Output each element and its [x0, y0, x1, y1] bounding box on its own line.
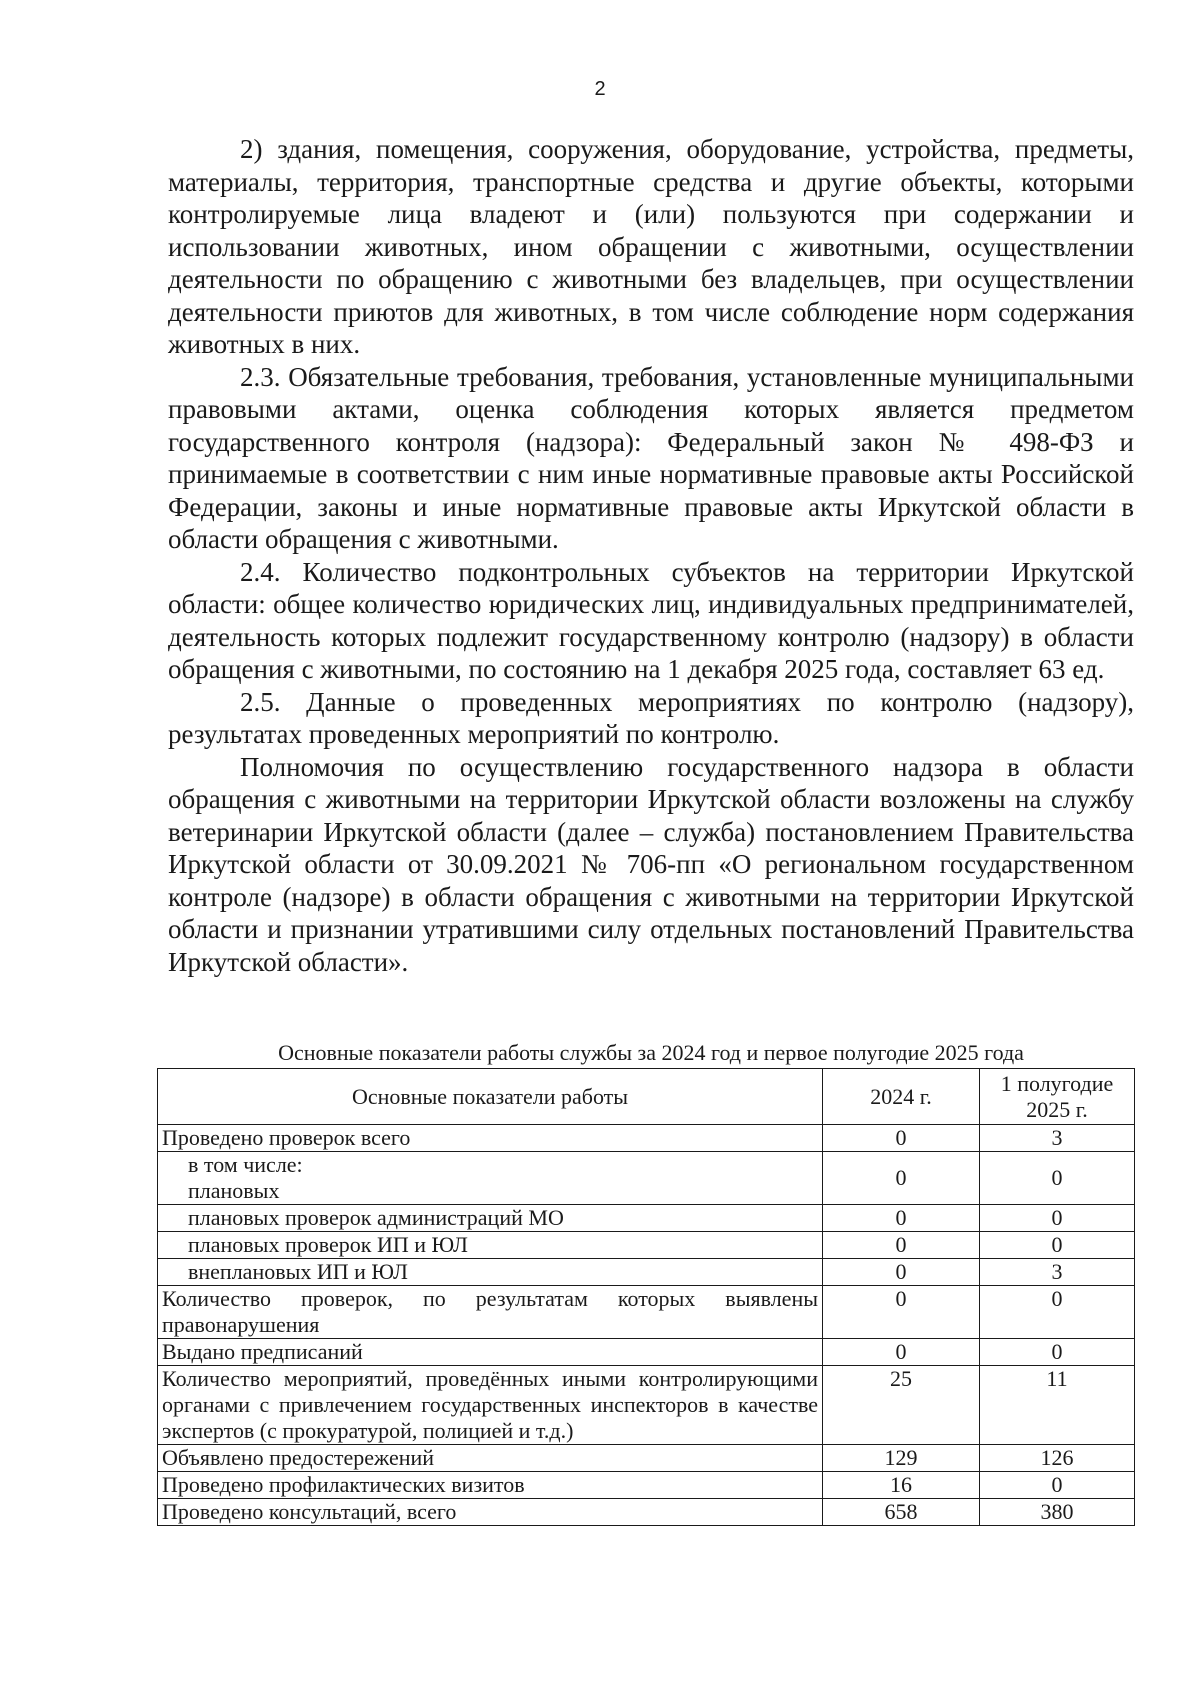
row-value-2024: 0 — [823, 1259, 980, 1286]
row-value-2025: 3 — [980, 1259, 1135, 1286]
table-row — [158, 1472, 1135, 1499]
table-row — [158, 1366, 1135, 1445]
header-2025-h1: 1 полугодие 2025 г. — [980, 1069, 1135, 1125]
table-row — [158, 1339, 1135, 1366]
row-value-2024: 25 — [823, 1366, 980, 1445]
row-value-2025: 0 — [980, 1472, 1135, 1499]
row-label-line: в том числе: — [188, 1152, 303, 1177]
row-value-2025: 3 — [980, 1125, 1135, 1152]
paragraph-2-5: 2.5. Данные о проведенных мероприятиях по контролю (надзору), результатах проведенных мероприятий по контролю. — [168, 686, 1134, 749]
row-label: Количество мероприятий, проведённых иными контролирующими органами с привлечением государственных инспекторов в качестве экспертов (с прокуратурой, полицией и т.д.) — [158, 1366, 823, 1445]
table-header-row — [158, 1069, 1135, 1125]
document-body — [168, 133, 1134, 978]
header-2024: 2024 г. — [823, 1069, 980, 1125]
row-value-2025: 11 — [980, 1366, 1135, 1445]
row-value-2024: 0 — [823, 1205, 980, 1232]
header-indicators: Основные показатели работы — [158, 1069, 823, 1125]
row-label: Проведено профилактических визитов — [158, 1472, 823, 1499]
row-value-2025: 0 — [980, 1152, 1135, 1205]
row-value-2025: 0 — [980, 1339, 1135, 1366]
row-label: внеплановых ИП и ЮЛ — [158, 1259, 823, 1286]
paragraph-2-3: 2.3. Обязательные требования, требования, установленные муниципальными правовыми актами, оценка соблюдения которых является предметом государственного контроля (надзора): Федеральный закон № 498-ФЗ и принимаемые в соответствии с ним иные нормативные правовые акты Российской Федерации, законы и иные нормативные правовые акты Иркутской области в области обращения с животными. — [168, 361, 1134, 554]
row-value-2024: 0 — [823, 1286, 980, 1339]
row-label: плановых проверок ИП и ЮЛ — [158, 1232, 823, 1259]
row-label — [158, 1152, 823, 1205]
row-value-2024: 16 — [823, 1472, 980, 1499]
row-value-2025: 0 — [980, 1286, 1135, 1339]
row-label: Проведено консультаций, всего — [158, 1499, 823, 1526]
row-value-2024: 0 — [823, 1339, 980, 1366]
row-value-2025: 0 — [980, 1205, 1135, 1232]
row-label: Количество проверок, по результатам которых выявлены правонарушения — [158, 1286, 823, 1339]
table-row — [158, 1232, 1135, 1259]
paragraph-objects: 2) здания, помещения, сооружения, оборудование, устройства, предметы, материалы, территория, транспортные средства и другие объекты, которыми контролируемые лица владеют и (или) пользуются при содержании и использовании животных, ином обращении с животными, осуществлении деятельности по обращению с животными без владельцев, при осуществлении деятельности приютов для животных, в том числе соблюдение норм содержания животных в них. — [168, 134, 1134, 359]
row-value-2025: 380 — [980, 1499, 1135, 1526]
paragraph-2-4: 2.4. Количество подконтрольных субъектов на территории Иркутской области: общее количество юридических лиц, индивидуальных предпринимателей, деятельность которых подлежит государственному контролю (надзору) в области обращения с животными, по состоянию на 1 декабря 2025 года, составляет 63 ед. — [168, 556, 1134, 684]
table-row — [158, 1152, 1135, 1205]
paragraph-authority: Полномочия по осуществлению государственного надзора в области обращения с животными на территории Иркутской области возложены на службу ветеринарии Иркутской области (далее – служба) постановлением Правительства Иркутской области от 30.09.2021 № 706-пп «О региональном государственном контроле (надзоре) в области обращения с животными на территории Иркутской области и признании утратившими силу отдельных постановлений Правительства Иркутской области». — [168, 751, 1134, 977]
row-value-2024: 0 — [823, 1125, 980, 1152]
indicators-table — [157, 1068, 1135, 1526]
row-value-2024: 0 — [823, 1152, 980, 1205]
row-value-2024: 129 — [823, 1445, 980, 1472]
row-value-2025: 0 — [980, 1232, 1135, 1259]
row-label-line: плановых — [188, 1178, 280, 1203]
table-caption: Основные показатели работы службы за 2024 год и первое полугодие 2025 года — [278, 1040, 1024, 1065]
table-row — [158, 1205, 1135, 1232]
row-label: Объявлено предостережений — [158, 1445, 823, 1472]
row-label: Проведено проверок всего — [158, 1125, 823, 1152]
table-row — [158, 1259, 1135, 1286]
row-label: Выдано предписаний — [158, 1339, 823, 1366]
row-value-2025: 126 — [980, 1445, 1135, 1472]
table-row — [158, 1286, 1135, 1339]
row-value-2024: 0 — [823, 1232, 980, 1259]
row-value-2024: 658 — [823, 1499, 980, 1526]
table-row — [158, 1125, 1135, 1152]
table-row — [158, 1445, 1135, 1472]
table-row — [158, 1499, 1135, 1526]
page-number: 2 — [594, 78, 606, 100]
row-label: плановых проверок администраций МО — [158, 1205, 823, 1232]
